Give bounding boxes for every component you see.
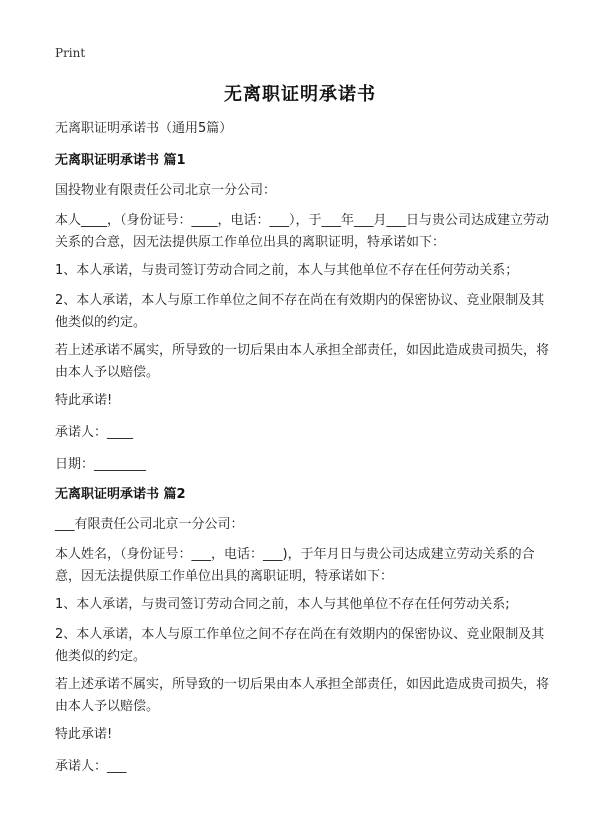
section-1-heading: 无离职证明承诺书 篇1 (55, 153, 186, 168)
section-1-date: 日期：________ (55, 457, 147, 472)
section-2-addressee: ___有限责任公司北京一分公司： (55, 517, 244, 532)
section-1-liability: 若上述承诺不属实，所导致的一切后果由本人承担全部责任，如因此造成贵司损失，将由本人予以赔偿。 (55, 343, 550, 380)
section-2-closing: 特此承诺! (55, 727, 113, 742)
section-2-heading: 无离职证明承诺书 篇2 (55, 487, 186, 502)
document-subtitle: 无离职证明承诺书（通用5篇） (55, 121, 233, 136)
section-1-intro: 本人____，（身份证号：____，电话：___），于___年___月___日与贵公司达成建立劳动关系的合意，因无法提供原工作单位出具的离职证明，特承诺如下： (55, 213, 550, 250)
section-1-closing: 特此承诺! (55, 393, 113, 408)
section-2-liability: 若上述承诺不属实，所导致的一切后果由本人承担全部责任，如因此造成贵司损失，将由本人予以赔偿。 (55, 677, 550, 714)
print-link[interactable]: Print (55, 46, 86, 60)
section-1-item-1: 1、本人承诺，与贵司签订劳动合同之前，本人与其他单位不存在任何劳动关系； (55, 263, 519, 278)
section-2-item-2: 2、本人承诺，本人与原工作单位之间不存在尚在有效期内的保密协议、竞业限制及其他类似的约定。 (55, 627, 545, 664)
section-1-item-2: 2、本人承诺，本人与原工作单位之间不存在尚在有效期内的保密协议、竞业限制及其他类似的约定。 (55, 293, 545, 330)
section-1-signer: 承诺人：____ (55, 425, 134, 440)
section-2-signer: 承诺人：___ (55, 759, 127, 774)
section-2-intro: 本人姓名，（身份证号：___，电话：___)，于年月日与贵公司达成建立劳动关系的合意，因无法提供原工作单位出具的离职证明，特承诺如下： (55, 547, 535, 584)
document-title: 无离职证明承诺书 (224, 84, 376, 105)
section-2-item-1: 1、本人承诺，与贵司签订劳动合同之前，本人与其他单位不存在任何劳动关系; (55, 597, 510, 612)
section-1-addressee: 国投物业有限责任公司北京一分公司： (55, 183, 277, 198)
